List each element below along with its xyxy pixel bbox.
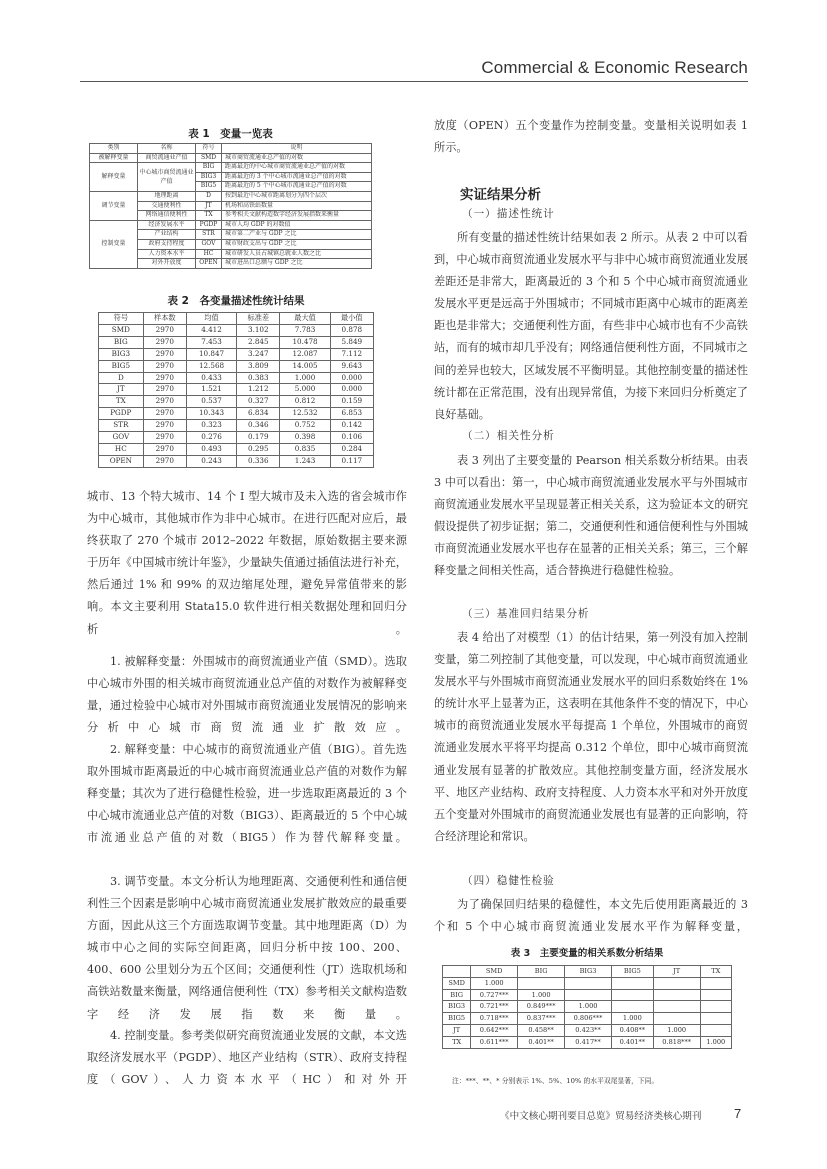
paragraph-descriptive-stats: 所有变量的描述性统计结果如表 2 所示。从表 2 中可以看到，中心城市商贸流通业发展水平与非中心城市商贸流通业发展差距还是非常大，距离最近的 3 个和 5 个中心城市商贸流通业发展水平更是远高于外围城市；不同城市距离中心城市的距离差距也是非常大；交通便利性方面，有些非中心城市也有不少高铁站，而有的城市却几乎没有；网络通信便利性方面，不同城市之间的差异也较大，区域发展不平衡明显。其他控制变量的描述性统计都在正常范围，没有出现异常值，为接下来回归分析奠定了良好基础。 — [434, 231, 748, 421]
table3-cell — [518, 977, 565, 989]
table2-cell: 2970 — [143, 432, 186, 444]
table3-cell — [700, 977, 731, 989]
table3-cell: 0.417** — [565, 1036, 612, 1048]
table2-cell: 0.336 — [237, 455, 280, 467]
table2-cell: STR — [99, 420, 144, 432]
table2-header-row — [99, 313, 374, 325]
table3-header-cell: BIG3 — [565, 966, 612, 978]
table3-cell: 0.642*** — [471, 1024, 518, 1036]
table-row — [443, 1036, 732, 1048]
header-rule — [80, 81, 748, 82]
table3-note: 注：***、**、* 分别表示 1%、5%、10% 的水平双尾显著，下同。 — [452, 1077, 659, 1085]
table2-cell: D — [99, 372, 144, 384]
symbol-cell: TX — [196, 211, 222, 221]
symbol-cell: STR — [196, 230, 222, 240]
table2-cell: 1.521 — [186, 384, 236, 396]
table2-cell: 0.752 — [280, 420, 330, 432]
table3-cell — [700, 989, 731, 1001]
category-cell: 解释变量 — [90, 163, 138, 192]
symbol-cell: BIG — [196, 163, 222, 173]
table2-cell: 0.179 — [237, 432, 280, 444]
table3-cell: BIG — [443, 989, 471, 1001]
table2-cell: 0.537 — [186, 396, 236, 408]
table2-cell: 6.834 — [237, 408, 280, 420]
table3-cell: 1.000 — [518, 989, 565, 1001]
table-row — [443, 1013, 732, 1025]
desc-cell: 城市进出口总额与 GDP 之比 — [222, 259, 372, 269]
table2-cell: 0.284 — [330, 443, 373, 455]
table2-cell: 2970 — [143, 372, 186, 384]
table2-cell: 14.005 — [280, 360, 330, 372]
table-row — [99, 408, 374, 420]
table3-cell: JT — [443, 1024, 471, 1036]
table2-header-cell: 最小值 — [330, 313, 373, 325]
table2-cell: 12.087 — [280, 348, 330, 360]
table2-cell: 2970 — [143, 408, 186, 420]
table2-cell: 2970 — [143, 443, 186, 455]
table2-cell: 0.493 — [186, 443, 236, 455]
category-cell: 调节变量 — [90, 191, 138, 220]
table2-cell: OPEN — [99, 455, 144, 467]
table1-header-cell: 类别 — [90, 144, 138, 154]
table2-cell: BIG5 — [99, 360, 144, 372]
table2-cell: 0.000 — [330, 372, 373, 384]
table2-cell: 0.000 — [330, 384, 373, 396]
table3-header-cell: SMD — [471, 966, 518, 978]
table2-cell: 0.276 — [186, 432, 236, 444]
paragraph-control-variable: 4. 控制变量。参考类似研究商贸流通业发展的文献，本文选取经济发展水平（PGDP）、地区产业结构（STR）、政府支持程度（GOV）、人力资本水平（HC）和对外开 — [87, 1029, 407, 1087]
desc-cell: 按到最近中心城市距离划分为四个层次 — [222, 191, 372, 201]
table2-cell: 0.878 — [330, 324, 373, 336]
table-row — [443, 1001, 732, 1013]
table3-cell: SMD — [443, 977, 471, 989]
desc-cell: 距离最近的 5 个中心城市流通业总产值的对数 — [222, 182, 372, 192]
table3-cell: BIG5 — [443, 1013, 471, 1025]
table2-cell: 7.112 — [330, 348, 373, 360]
paragraph-explanatory-variable: 2. 解释变量：中心城市的商贸流通业产值（BIG）。首先选取外围城市距离最近的中心城市商贸流通业总产值的对数作为解释变量；其次为了进行稳健性检验，进一步选取距离最近的 3 个中心城市流通业总产值的对数（BIG3）、距离最近的 5 个中心城市流通业总产值的对数（BIG5）作为替代解释变量。 — [87, 743, 407, 845]
name-cell: 中心城市商贸流通业产值 — [138, 163, 196, 192]
table2-cell: 2970 — [143, 455, 186, 467]
table3-cell — [700, 1024, 731, 1036]
table3-cell — [653, 989, 700, 1001]
table2-title: 表 2 各变量描述性统计结果 — [167, 295, 305, 307]
paragraph-control-continued: 放度（OPEN）五个变量作为控制变量。变量相关说明如表 1 所示。 — [434, 119, 748, 155]
table2-cell: 2.845 — [237, 336, 280, 348]
paragraph-moderating-variable: 3. 调节变量。本文分析认为地理距离、交通便利性和通信便利性三个因素是影响中心城市商贸流通业发展扩散效应的最重要方面，因此从这三个方面选取调节变量。其中地理距离（D）为城市中心之间的实际空间距离，回归分析中按 100、200、400、600 公里划分为五个区间；交通便利性（JT）选取机场和高铁站数量来衡量，网络通信便利性（TX）参考相关文献构造数字经济发展指数来衡量。 — [87, 875, 407, 1021]
symbol-cell: GOV — [196, 239, 222, 249]
table-row — [99, 384, 374, 396]
table-row — [99, 336, 374, 348]
table2-cell: HC — [99, 443, 144, 455]
table2-cell: 5.849 — [330, 336, 373, 348]
table2-cell: 1.000 — [280, 372, 330, 384]
table2-cell: 10.478 — [280, 336, 330, 348]
table3-cell: 0.818*** — [653, 1036, 700, 1048]
table3-cell: TX — [443, 1036, 471, 1048]
table2-cell: 6.853 — [330, 408, 373, 420]
table2-cell: 0.346 — [237, 420, 280, 432]
table1-variables — [89, 143, 372, 269]
table3-cell — [612, 977, 654, 989]
table2-cell: 3.247 — [237, 348, 280, 360]
table2-cell: 10.343 — [186, 408, 236, 420]
name-cell: 地理距离 — [138, 191, 196, 201]
table3-header-cell: TX — [700, 966, 731, 978]
table3-cell — [565, 977, 612, 989]
symbol-cell: JT — [196, 201, 222, 211]
table2-cell: 2970 — [143, 336, 186, 348]
table2-cell: 4.412 — [186, 324, 236, 336]
table3-cell: 0.401** — [518, 1036, 565, 1048]
category-cell: 控制变量 — [90, 220, 138, 268]
table-row — [443, 989, 732, 1001]
table-row — [90, 153, 372, 163]
table3-correlation-matrix — [442, 965, 732, 1049]
table-row — [99, 360, 374, 372]
subsection-descriptive-stats: （一）描述性统计 — [462, 208, 555, 220]
table3-cell: 0.401** — [612, 1036, 654, 1048]
table3-cell — [612, 1001, 654, 1013]
table2-cell: BIG3 — [99, 348, 144, 360]
table2-cell: 3.102 — [237, 324, 280, 336]
symbol-cell: D — [196, 191, 222, 201]
desc-cell: 城市第二产业与 GDP 之比 — [222, 230, 372, 240]
table3-cell: 0.806*** — [565, 1013, 612, 1025]
table2-cell: 5.000 — [280, 384, 330, 396]
table-row — [99, 396, 374, 408]
table2-header-cell: 样本数 — [143, 313, 186, 325]
name-cell: 政府支持程度 — [138, 239, 196, 249]
table3-cell: 1.000 — [700, 1036, 731, 1048]
subsection-correlation: （二）相关性分析 — [462, 430, 555, 442]
name-cell: 对外开放度 — [138, 259, 196, 269]
table2-header-cell: 符号 — [99, 313, 144, 325]
table3-header-cell: BIG5 — [612, 966, 654, 978]
paragraph-baseline-regression: 表 4 给出了对模型（1）的估计结果，第一列没有加入控制变量，第二列控制了其他变量，可以发现，中心城市商贸流通业发展水平与外围城市商贸流通业发展水平的回归系数始终在 1% 的统计水平上显著为正，这表明在其他条件不变的情况下，中心城市的商贸流通业发展水平每提高 1 个单位，外围城市的商贸流通业发展水平将平均提高 0.312 个单位，即中心城市商贸流通业发展有显著的扩散效应。其他控制变量方面，经济发展水平、地区产业结构、政府支持程度、人力资本水平和对外开放度五个变量对外围城市的商贸流通业发展也有显著的正向影响，符合经济理论和常识。 — [434, 631, 748, 843]
table3-cell: BIG3 — [443, 1001, 471, 1013]
desc-cell: 城市商贸流通业总产值的对数 — [222, 153, 372, 163]
table3-cell: 0.721*** — [471, 1001, 518, 1013]
table3-cell: 0.611*** — [471, 1036, 518, 1048]
table2-cell: JT — [99, 384, 144, 396]
desc-cell: 机场和高铁站数量 — [222, 201, 372, 211]
name-cell: 网络通信便利性 — [138, 211, 196, 221]
table3-title: 表 3 主要变量的相关系数分析结果 — [510, 948, 664, 959]
table1-header-cell: 说明 — [222, 144, 372, 154]
table2-cell: 7.453 — [186, 336, 236, 348]
table2-cell: 0.812 — [280, 396, 330, 408]
table2-cell: 0.433 — [186, 372, 236, 384]
table3-header-cell: JT — [653, 966, 700, 978]
table3-cell: 1.000 — [565, 1001, 612, 1013]
table3-cell: 0.849*** — [518, 1001, 565, 1013]
table1-header-cell: 名称 — [138, 144, 196, 154]
paragraph-robustness: 为了确保回归结果的稳健性，本文先后使用距离最近的 3 个和 5 个中心城市商贸流通业发展水平作为解释变量， — [434, 898, 748, 934]
symbol-cell: BIG3 — [196, 172, 222, 182]
desc-cell: 参考相关文献构造数字经济发展指数来衡量 — [222, 211, 372, 221]
table2-cell: GOV — [99, 432, 144, 444]
table2-cell: PGDP — [99, 408, 144, 420]
table3-cell: 0.837*** — [518, 1013, 565, 1025]
table2-cell: SMD — [99, 324, 144, 336]
table2-cell: 7.783 — [280, 324, 330, 336]
subsection-baseline-regression: （三）基准回归结果分析 — [462, 608, 590, 620]
table2-cell: 0.117 — [330, 455, 373, 467]
page-number: 7 — [734, 1106, 742, 1121]
table3-cell: 0.423** — [565, 1024, 612, 1036]
desc-cell: 城市人均 GDP 的对数值 — [222, 220, 372, 230]
table2-cell: 1.243 — [280, 455, 330, 467]
table-row — [99, 324, 374, 336]
table2-cell: 2970 — [143, 348, 186, 360]
name-cell: 人力资本水平 — [138, 249, 196, 259]
table-row — [99, 372, 374, 384]
name-cell: 经济发展水平 — [138, 220, 196, 230]
category-cell: 被解释变量 — [90, 153, 138, 163]
table2-cell: BIG — [99, 336, 144, 348]
table-row — [99, 443, 374, 455]
paragraph-data-source: 城市、13 个特大城市、14 个 Ⅰ 型大城市及未入选的省会城市作为中心城市，其他城市作为非中心城市。在进行匹配对应后，最终获取了 270 个城市 2012–2022 年数据，原始数据主要来源于历年《中国城市统计年鉴》，少量缺失值通过插值法进行补充，然后通过 1% 和 99% 的双边缩尾处理，避免异常值带来的影响。本文主要利用 Stata15.0 软件进行相关数据处理和回归分析。 — [87, 490, 407, 636]
table3-cell: 1.000 — [471, 977, 518, 989]
table2-cell: 0.327 — [237, 396, 280, 408]
table3-cell — [653, 1013, 700, 1025]
symbol-cell: SMD — [196, 153, 222, 163]
table3-cell: 1.000 — [653, 1024, 700, 1036]
table3-header-cell: BIG — [518, 966, 565, 978]
table3-cell — [700, 1001, 731, 1013]
footer-journal-tag: 《中文核心期刊要目总览》贸易经济类核心期刊 — [500, 1111, 702, 1122]
table-row — [90, 191, 372, 201]
table3-cell — [653, 1001, 700, 1013]
table2-cell: 0.159 — [330, 396, 373, 408]
table3-cell — [612, 989, 654, 1001]
table2-cell: TX — [99, 396, 144, 408]
table2-cell: 0.295 — [237, 443, 280, 455]
table2-cell: 2970 — [143, 396, 186, 408]
table1-header-cell: 符号 — [196, 144, 222, 154]
table3-cell — [700, 1013, 731, 1025]
table1-title: 表 1 变量一览表 — [188, 128, 273, 140]
name-cell: 商贸流通业产值 — [138, 153, 196, 163]
paragraph-dependent-variable: 1. 被解释变量：外围城市的商贸流通业产值（SMD）。选取中心城市外围的相关城市商贸流通业总产值的对数作为被解释变量，通过检验中心城市对外围城市商贸流通业发展情况的影响来分析中心城市商贸流通业扩散效应。 — [87, 655, 407, 735]
table-row — [99, 432, 374, 444]
table2-cell: 1.212 — [237, 384, 280, 396]
symbol-cell: BIG5 — [196, 182, 222, 192]
table2-cell: 9.643 — [330, 360, 373, 372]
table2-descriptive-stats — [98, 312, 374, 468]
symbol-cell: PGDP — [196, 220, 222, 230]
table2-cell: 10.847 — [186, 348, 236, 360]
table3-cell: 0.408** — [612, 1024, 654, 1036]
desc-cell: 距离最近的 3 个中心城市流通业总产值的对数 — [222, 172, 372, 182]
table2-header-cell: 最大值 — [280, 313, 330, 325]
table2-header-cell: 均值 — [186, 313, 236, 325]
journal-title: Commercial & Economic Research — [481, 58, 748, 77]
table3-cell: 0.458** — [518, 1024, 565, 1036]
table2-cell: 0.106 — [330, 432, 373, 444]
symbol-cell: OPEN — [196, 259, 222, 269]
table-row — [90, 220, 372, 230]
table2-cell: 0.383 — [237, 372, 280, 384]
table3-cell — [653, 977, 700, 989]
subsection-robustness: （四）稳健性检验 — [462, 875, 555, 887]
table2-header-cell: 标准差 — [237, 313, 280, 325]
desc-cell: 距离最近的中心城市商贸流通业总产值的对数 — [222, 163, 372, 173]
table-row — [99, 455, 374, 467]
section-title-empirical-results: 实证结果分析 — [460, 187, 541, 203]
table2-cell: 0.398 — [280, 432, 330, 444]
table3-cell: 1.000 — [612, 1013, 654, 1025]
table2-cell: 0.323 — [186, 420, 236, 432]
table1-header-row — [90, 144, 372, 154]
table2-cell: 0.142 — [330, 420, 373, 432]
table3-cell: 0.718*** — [471, 1013, 518, 1025]
name-cell: 产业结构 — [138, 230, 196, 240]
table2-cell: 2970 — [143, 324, 186, 336]
desc-cell: 城市财政支出与 GDP 之比 — [222, 239, 372, 249]
table3-header-cell — [443, 966, 471, 978]
symbol-cell: HC — [196, 249, 222, 259]
table2-cell: 2970 — [143, 360, 186, 372]
table2-cell: 2970 — [143, 384, 186, 396]
table3-header-row — [443, 966, 732, 978]
table2-cell: 2970 — [143, 420, 186, 432]
table3-cell: 0.727*** — [471, 989, 518, 1001]
table2-cell: 12.568 — [186, 360, 236, 372]
table-row — [443, 1024, 732, 1036]
table2-cell: 0.243 — [186, 455, 236, 467]
name-cell: 交通便利性 — [138, 201, 196, 211]
table-row — [443, 977, 732, 989]
table2-cell: 3.809 — [237, 360, 280, 372]
table2-cell: 0.835 — [280, 443, 330, 455]
table2-cell: 12.532 — [280, 408, 330, 420]
table-row — [99, 420, 374, 432]
table3-cell — [565, 989, 612, 1001]
table-row — [90, 163, 372, 173]
table-row — [99, 348, 374, 360]
desc-cell: 城市研发人员占城镇总就业人数之比 — [222, 249, 372, 259]
paragraph-correlation: 表 3 列出了主要变量的 Pearson 相关系数分析结果。由表 3 中可以看出：第一，中心城市商贸流通业发展水平与外围城市商贸流通业发展水平呈现显著正相关关系，这为验证本文的研究假设提供了初步证据；第二，交通便利性和通信便利性与外围城市商贸流通业发展水平也存在显著的正相关关系；第三，三个解释变量之间相关性高，适合替换进行稳健性检验。 — [434, 454, 748, 578]
